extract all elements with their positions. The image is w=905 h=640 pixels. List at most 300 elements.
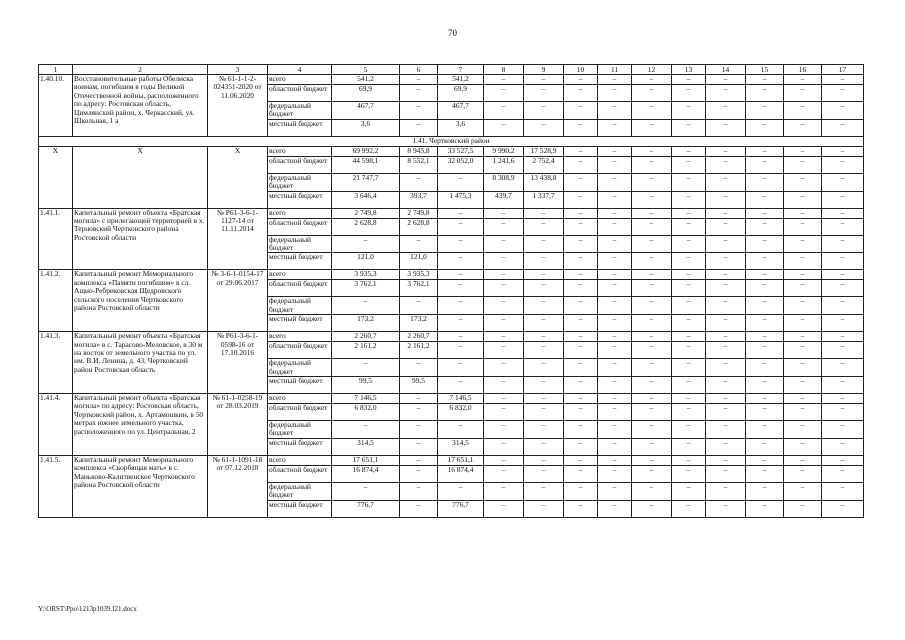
value-cell: – xyxy=(706,404,746,421)
value-cell: – xyxy=(706,465,746,482)
value-cell: – xyxy=(524,85,564,102)
value-cell: – xyxy=(822,280,864,297)
value-cell: – xyxy=(706,377,746,394)
column-header: 14 xyxy=(706,65,746,75)
table-row xyxy=(39,455,864,465)
funding-source: всего xyxy=(268,455,332,465)
value-cell: – xyxy=(706,297,746,315)
value-cell: – xyxy=(784,146,822,156)
value-cell: – xyxy=(438,218,484,235)
value-cell: – xyxy=(632,394,672,404)
value-cell: – xyxy=(822,146,864,156)
value-cell: – xyxy=(598,191,632,208)
value-cell: – xyxy=(706,75,746,85)
table-row xyxy=(39,75,864,85)
value-cell: – xyxy=(632,377,672,394)
value-cell: – xyxy=(822,253,864,270)
value-cell: – xyxy=(598,421,632,439)
value-cell: 314,5 xyxy=(438,438,484,455)
value-cell: – xyxy=(598,359,632,377)
value-cell: – xyxy=(400,482,438,500)
value-cell: – xyxy=(706,146,746,156)
value-cell: – xyxy=(706,315,746,332)
value-cell: 3 762,1 xyxy=(400,280,438,297)
value-cell: 2 628,8 xyxy=(332,218,400,235)
value-cell: 2 161,2 xyxy=(400,342,438,359)
value-cell: – xyxy=(564,75,598,85)
value-cell: – xyxy=(672,253,706,270)
value-cell: – xyxy=(746,253,784,270)
funding-source: федеральный бюджет xyxy=(268,102,332,120)
value-cell: 439,7 xyxy=(484,191,524,208)
value-cell: – xyxy=(598,119,632,136)
value-cell: – xyxy=(746,404,784,421)
value-cell: – xyxy=(632,156,672,173)
column-header: 8 xyxy=(484,65,524,75)
value-cell: – xyxy=(672,191,706,208)
item-number: 1.40.10. xyxy=(39,75,73,137)
value-cell: – xyxy=(784,404,822,421)
value-cell: – xyxy=(746,146,784,156)
value-cell: – xyxy=(784,102,822,120)
value-cell: – xyxy=(564,377,598,394)
funding-source: местный бюджет xyxy=(268,438,332,455)
value-cell: – xyxy=(746,75,784,85)
value-cell: – xyxy=(672,75,706,85)
value-cell: – xyxy=(484,500,524,517)
value-cell: – xyxy=(484,377,524,394)
value-cell: – xyxy=(438,270,484,280)
value-cell: – xyxy=(822,208,864,218)
value-cell: – xyxy=(632,500,672,517)
value-cell: – xyxy=(564,500,598,517)
value-cell: – xyxy=(672,455,706,465)
item-name: Капитальный ремонт Мемориального комплекса «Скорбящая мать» в с. Маньково-Калитвенское Чертковского района Ростовской области xyxy=(73,455,208,517)
value-cell: 3 935,3 xyxy=(400,270,438,280)
value-cell: – xyxy=(400,359,438,377)
value-cell: – xyxy=(706,332,746,342)
value-cell: 541,2 xyxy=(438,75,484,85)
value-cell: – xyxy=(672,102,706,120)
value-cell: – xyxy=(598,332,632,342)
value-cell: – xyxy=(484,394,524,404)
value-cell: – xyxy=(524,315,564,332)
value-cell: 8 945,8 xyxy=(400,146,438,156)
value-cell: – xyxy=(564,455,598,465)
value-cell: 776,7 xyxy=(332,500,400,517)
value-cell: – xyxy=(438,280,484,297)
funding-source: всего xyxy=(268,270,332,280)
value-cell: – xyxy=(746,119,784,136)
value-cell: – xyxy=(632,235,672,253)
value-cell: – xyxy=(632,455,672,465)
value-cell: 13 438,8 xyxy=(524,173,564,191)
value-cell: – xyxy=(672,438,706,455)
value-cell: – xyxy=(746,297,784,315)
value-cell: – xyxy=(746,332,784,342)
funding-source: всего xyxy=(268,332,332,342)
value-cell: 2 260,7 xyxy=(400,332,438,342)
value-cell: – xyxy=(822,377,864,394)
value-cell: – xyxy=(822,85,864,102)
value-cell: – xyxy=(672,359,706,377)
value-cell: 1 241,6 xyxy=(484,156,524,173)
value-cell: 17 651,1 xyxy=(332,455,400,465)
value-cell: – xyxy=(746,85,784,102)
value-cell: – xyxy=(746,394,784,404)
value-cell: – xyxy=(822,191,864,208)
value-cell: – xyxy=(632,315,672,332)
value-cell: – xyxy=(784,315,822,332)
value-cell: – xyxy=(746,377,784,394)
table-row xyxy=(39,394,864,404)
value-cell: – xyxy=(400,465,438,482)
value-cell: 3,6 xyxy=(438,119,484,136)
value-cell: – xyxy=(564,342,598,359)
value-cell: – xyxy=(706,342,746,359)
value-cell: – xyxy=(524,482,564,500)
table-row xyxy=(39,270,864,280)
value-cell: – xyxy=(746,270,784,280)
value-cell: – xyxy=(632,482,672,500)
value-cell: – xyxy=(564,394,598,404)
value-cell: – xyxy=(746,455,784,465)
column-header: 10 xyxy=(564,65,598,75)
funding-source: областной бюджет xyxy=(268,280,332,297)
value-cell: – xyxy=(484,208,524,218)
value-cell: – xyxy=(564,235,598,253)
value-cell: – xyxy=(332,359,400,377)
value-cell: – xyxy=(564,146,598,156)
value-cell: – xyxy=(784,270,822,280)
value-cell: – xyxy=(484,85,524,102)
funding-source: федеральный бюджет xyxy=(268,359,332,377)
table-row xyxy=(39,146,864,156)
value-cell: – xyxy=(564,173,598,191)
value-cell: – xyxy=(632,359,672,377)
value-cell: 44 598,1 xyxy=(332,156,400,173)
value-cell: – xyxy=(706,85,746,102)
value-cell: – xyxy=(784,119,822,136)
value-cell: – xyxy=(564,156,598,173)
budget-table xyxy=(38,64,864,518)
value-cell: 21 747,7 xyxy=(332,173,400,191)
funding-source: всего xyxy=(268,75,332,85)
value-cell: – xyxy=(564,253,598,270)
value-cell: – xyxy=(400,455,438,465)
value-cell: – xyxy=(524,500,564,517)
column-header: 2 xyxy=(73,65,208,75)
value-cell: – xyxy=(672,421,706,439)
value-cell: – xyxy=(822,421,864,439)
value-cell: – xyxy=(438,332,484,342)
value-cell: – xyxy=(706,280,746,297)
value-cell: – xyxy=(564,297,598,315)
value-cell: – xyxy=(822,156,864,173)
value-cell: 33 527,5 xyxy=(438,146,484,156)
value-cell: – xyxy=(598,394,632,404)
item-document: № Р61-3-6-1-1127-14 от 11.11.2014 xyxy=(208,208,268,270)
value-cell: – xyxy=(706,191,746,208)
value-cell: – xyxy=(784,465,822,482)
value-cell: – xyxy=(524,119,564,136)
funding-source: областной бюджет xyxy=(268,465,332,482)
value-cell: – xyxy=(632,270,672,280)
item-name: Капитальный ремонт объекта «Братская могила» в с. Тарасово-Меловское, в 30 м на восток от земельного участка по ул. им. В.И. Ленина, д. 43, Чертковский район Ростовская область xyxy=(73,332,208,394)
value-cell: – xyxy=(672,146,706,156)
value-cell: – xyxy=(746,315,784,332)
value-cell: – xyxy=(524,235,564,253)
column-header: 7 xyxy=(438,65,484,75)
value-cell: – xyxy=(524,208,564,218)
value-cell: – xyxy=(784,482,822,500)
value-cell: – xyxy=(524,342,564,359)
value-cell: 16 874,4 xyxy=(438,465,484,482)
value-cell: – xyxy=(524,332,564,342)
value-cell: – xyxy=(632,438,672,455)
value-cell: – xyxy=(484,297,524,315)
value-cell: – xyxy=(524,421,564,439)
value-cell: – xyxy=(822,270,864,280)
value-cell: 99,5 xyxy=(400,377,438,394)
value-cell: – xyxy=(484,315,524,332)
section-x-cell: X xyxy=(39,146,73,208)
value-cell: – xyxy=(672,404,706,421)
value-cell: – xyxy=(706,421,746,439)
value-cell: – xyxy=(598,218,632,235)
value-cell: – xyxy=(672,377,706,394)
funding-source: областной бюджет xyxy=(268,342,332,359)
value-cell: – xyxy=(438,377,484,394)
column-number-row xyxy=(39,65,864,75)
value-cell: – xyxy=(564,404,598,421)
value-cell: – xyxy=(400,404,438,421)
value-cell: – xyxy=(784,332,822,342)
value-cell: 776,7 xyxy=(438,500,484,517)
value-cell: – xyxy=(784,218,822,235)
value-cell: – xyxy=(672,465,706,482)
value-cell: – xyxy=(598,482,632,500)
value-cell: – xyxy=(332,421,400,439)
value-cell: – xyxy=(746,482,784,500)
value-cell: – xyxy=(598,297,632,315)
value-cell: – xyxy=(598,342,632,359)
column-header: 6 xyxy=(400,65,438,75)
value-cell: – xyxy=(632,146,672,156)
value-cell: – xyxy=(598,102,632,120)
value-cell: – xyxy=(822,218,864,235)
value-cell: – xyxy=(746,280,784,297)
value-cell: – xyxy=(332,297,400,315)
value-cell: – xyxy=(672,315,706,332)
column-header: 13 xyxy=(672,65,706,75)
value-cell: – xyxy=(784,297,822,315)
value-cell: – xyxy=(564,359,598,377)
funding-source: областной бюджет xyxy=(268,85,332,102)
value-cell: – xyxy=(564,218,598,235)
value-cell: – xyxy=(400,102,438,120)
value-cell: – xyxy=(438,253,484,270)
section-header-row xyxy=(39,136,864,146)
value-cell: – xyxy=(706,359,746,377)
value-cell: – xyxy=(632,218,672,235)
value-cell: – xyxy=(672,85,706,102)
value-cell: – xyxy=(598,465,632,482)
value-cell: – xyxy=(784,377,822,394)
value-cell: – xyxy=(746,500,784,517)
value-cell: – xyxy=(672,297,706,315)
value-cell: – xyxy=(484,75,524,85)
value-cell: – xyxy=(564,119,598,136)
funding-source: местный бюджет xyxy=(268,315,332,332)
value-cell: – xyxy=(632,332,672,342)
value-cell: 99,5 xyxy=(332,377,400,394)
table-row xyxy=(39,332,864,342)
value-cell: 3 935,3 xyxy=(332,270,400,280)
value-cell: – xyxy=(564,191,598,208)
value-cell: – xyxy=(706,438,746,455)
value-cell: – xyxy=(822,235,864,253)
value-cell: – xyxy=(524,270,564,280)
funding-source: федеральный бюджет xyxy=(268,297,332,315)
value-cell: – xyxy=(524,253,564,270)
table-body xyxy=(39,75,864,518)
value-cell: – xyxy=(564,482,598,500)
funding-source: областной бюджет xyxy=(268,218,332,235)
value-cell: – xyxy=(598,500,632,517)
funding-source: всего xyxy=(268,146,332,156)
value-cell: – xyxy=(746,102,784,120)
value-cell: – xyxy=(746,191,784,208)
value-cell: – xyxy=(706,455,746,465)
value-cell: – xyxy=(400,173,438,191)
value-cell: – xyxy=(784,394,822,404)
value-cell: – xyxy=(484,253,524,270)
funding-source: местный бюджет xyxy=(268,377,332,394)
value-cell: – xyxy=(598,438,632,455)
value-cell: – xyxy=(822,438,864,455)
value-cell: 121,0 xyxy=(332,253,400,270)
funding-source: областной бюджет xyxy=(268,156,332,173)
value-cell: – xyxy=(438,297,484,315)
value-cell: – xyxy=(822,482,864,500)
value-cell: – xyxy=(400,235,438,253)
value-cell: – xyxy=(632,342,672,359)
value-cell: – xyxy=(400,500,438,517)
value-cell: – xyxy=(822,75,864,85)
value-cell: – xyxy=(400,297,438,315)
value-cell: – xyxy=(598,146,632,156)
value-cell: – xyxy=(672,500,706,517)
value-cell: – xyxy=(484,438,524,455)
value-cell: 314,5 xyxy=(332,438,400,455)
value-cell: 173,2 xyxy=(400,315,438,332)
column-header: 16 xyxy=(784,65,822,75)
value-cell: – xyxy=(524,280,564,297)
value-cell: – xyxy=(524,438,564,455)
funding-source: местный бюджет xyxy=(268,119,332,136)
funding-source: всего xyxy=(268,208,332,218)
value-cell: – xyxy=(400,85,438,102)
value-cell: – xyxy=(784,359,822,377)
value-cell: – xyxy=(706,218,746,235)
value-cell: – xyxy=(484,342,524,359)
item-name: Капитальный ремонт Мемориального комплекса «Памяти погибшим» в сл. Ащно-Ребриковская Щедровского сельского поселения Чертковского района Ростовской области xyxy=(73,270,208,332)
value-cell: – xyxy=(706,253,746,270)
value-cell: – xyxy=(438,235,484,253)
value-cell: – xyxy=(706,482,746,500)
value-cell: – xyxy=(400,438,438,455)
funding-source: федеральный бюджет xyxy=(268,173,332,191)
value-cell: – xyxy=(672,156,706,173)
value-cell: – xyxy=(564,280,598,297)
value-cell: – xyxy=(400,75,438,85)
value-cell: 6 832,0 xyxy=(438,404,484,421)
value-cell: – xyxy=(746,359,784,377)
value-cell: – xyxy=(438,421,484,439)
item-name: Капитальный ремонт объекта «Братская могила» с прилегающей территорией в х. Терновский Чертковского района Ростовской области xyxy=(73,208,208,270)
value-cell: – xyxy=(524,218,564,235)
value-cell: – xyxy=(672,280,706,297)
value-cell: 467,7 xyxy=(332,102,400,120)
value-cell: – xyxy=(672,342,706,359)
value-cell: – xyxy=(332,235,400,253)
value-cell: – xyxy=(822,465,864,482)
value-cell: – xyxy=(438,342,484,359)
value-cell: – xyxy=(400,119,438,136)
value-cell: 2 161,2 xyxy=(332,342,400,359)
value-cell: – xyxy=(672,173,706,191)
value-cell: – xyxy=(822,394,864,404)
value-cell: – xyxy=(484,119,524,136)
value-cell: 7 146,5 xyxy=(438,394,484,404)
value-cell: 3 646,4 xyxy=(332,191,400,208)
value-cell: – xyxy=(822,332,864,342)
funding-source: всего xyxy=(268,394,332,404)
value-cell: – xyxy=(524,394,564,404)
value-cell: – xyxy=(564,315,598,332)
value-cell: – xyxy=(524,404,564,421)
value-cell: – xyxy=(822,455,864,465)
value-cell: – xyxy=(822,359,864,377)
value-cell: – xyxy=(632,191,672,208)
value-cell: – xyxy=(564,208,598,218)
value-cell: – xyxy=(784,253,822,270)
value-cell: – xyxy=(598,208,632,218)
value-cell: – xyxy=(598,173,632,191)
value-cell: 2 260,7 xyxy=(332,332,400,342)
table-row xyxy=(39,208,864,218)
value-cell: – xyxy=(598,280,632,297)
value-cell: – xyxy=(784,191,822,208)
item-number: 1.41.3. xyxy=(39,332,73,394)
value-cell: – xyxy=(822,404,864,421)
value-cell: – xyxy=(672,270,706,280)
value-cell: – xyxy=(598,253,632,270)
value-cell: – xyxy=(784,208,822,218)
value-cell: – xyxy=(746,208,784,218)
value-cell: – xyxy=(822,102,864,120)
value-cell: 69 992,2 xyxy=(332,146,400,156)
value-cell: – xyxy=(332,482,400,500)
value-cell: – xyxy=(672,235,706,253)
value-cell: – xyxy=(822,119,864,136)
funding-source: местный бюджет xyxy=(268,500,332,517)
value-cell: – xyxy=(672,394,706,404)
value-cell: 8 552,1 xyxy=(400,156,438,173)
value-cell: – xyxy=(632,465,672,482)
value-cell: – xyxy=(438,359,484,377)
